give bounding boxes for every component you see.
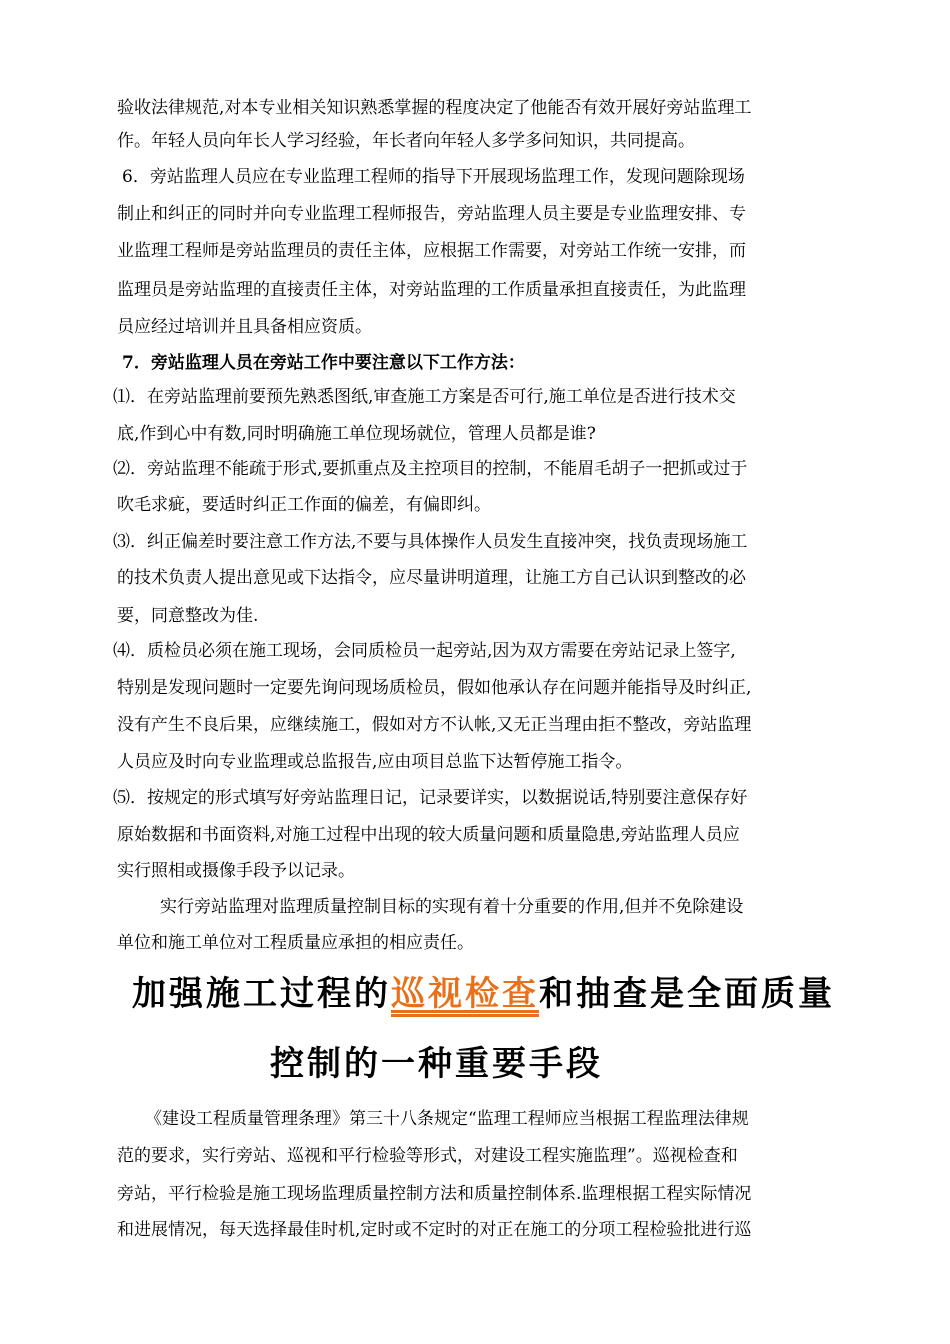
list-item-line: 实行照相或摄像手段予以记录。	[117, 861, 355, 881]
paragraph-line: 作。年轻人员向年长人学习经验，年长者向年轻人多学多问知识，共同提高。	[117, 131, 695, 151]
list-item-line: 原始数据和书面资料,对施工过程中出现的较大质量问题和质量隐患,旁站监理人员应	[117, 825, 740, 845]
heading-highlight: 巡视检查	[391, 974, 539, 1014]
list-item-line: ⑸．按规定的形式填写好旁站监理日记，记录要详实，以数据说话,特别要注意保存好	[113, 788, 748, 808]
list-item-line: 人员应及时向专业监理或总监报告,应由项目总监下达暂停施工指令。	[117, 752, 633, 772]
paragraph-line: 《建设工程质量管理条理》第三十八条规定“监理工程师应当根据工程监理法律规	[145, 1109, 749, 1129]
paragraph-line: 范的要求，实行旁站、巡视和平行检验等形式，对建设工程实施监理”。巡视检查和	[117, 1146, 738, 1166]
paragraph-line: 单位和施工单位对工程质量应承担的相应责任。	[117, 933, 474, 953]
paragraph-line: 制止和纠正的同时并向专业监理工程师报告，旁站监理人员主要是专业监理安排、专	[117, 204, 746, 224]
paragraph-line: 旁站，平行检验是施工现场监理质量控制方法和质量控制体系.监理根据工程实际情况	[117, 1184, 752, 1204]
main-heading-line1	[132, 972, 835, 1016]
heading-text: 加强施工过程的	[132, 974, 391, 1014]
paragraph-line: 和进展情况，每天选择最佳时机,定时或不定时的对正在施工的分项工程检验批进行巡	[117, 1220, 752, 1240]
paragraph-line: 监理员是旁站监理的直接责任主体，对旁站监理的工作质量承担直接责任，为此监理	[117, 280, 746, 300]
list-item-line: 要，同意整改为佳.	[117, 606, 259, 626]
heading-text: 和抽查是全面质量	[539, 974, 835, 1014]
list-item-line: 特别是发现问题时一定要先询问现场质检员，假如他承认存在问题并能指导及时纠正,	[117, 678, 752, 698]
list-item-line: 底,作到心中有数,同时明确施工单位现场就位，管理人员都是谁?	[117, 424, 596, 444]
list-item-line: 的技术负责人提出意见或下达指令，应尽量讲明道理，让施工方自己认识到整改的必	[117, 568, 746, 588]
list-item-line: 没有产生不良后果，应继续施工，假如对方不认帐,又无正当理由拒不整改，旁站监理	[117, 715, 752, 735]
paragraph-line: 业监理工程师是旁站监理员的责任主体，应根据工作需要，对旁站工作统一安排，而	[117, 241, 746, 261]
paragraph-line: 员应经过培训并且具备相应资质。	[117, 317, 372, 337]
list-item-line: ⑶．纠正偏差时要注意工作方法,不要与具体操作人员发生直接冲突，找负责现场施工	[113, 532, 748, 552]
main-heading-line2: 控制的一种重要手段	[270, 1044, 603, 1084]
section-heading: 7．旁站监理人员在旁站工作中要注意以下工作方法：	[122, 353, 525, 373]
paragraph-line: 6．旁站监理人员应在专业监理工程师的指导下开展现场监理工作，发现问题除现场	[122, 167, 745, 187]
list-item-line: ⑷．质检员必须在施工现场，会同质检员一起旁站,因为双方需要在旁站记录上签字,	[113, 641, 736, 661]
list-item-line: 吹毛求疵，要适时纠正工作面的偏差，有偏即纠。	[117, 495, 491, 515]
list-item-line: ⑴．在旁站监理前要预先熟悉图纸,审查施工方案是否可行,施工单位是否进行技术交	[113, 387, 736, 407]
list-item-line: ⑵．旁站监理不能疏于形式,要抓重点及主控项目的控制，不能眉毛胡子一把抓或过于	[113, 459, 748, 479]
paragraph-line: 实行旁站监理对监理质量控制目标的实现有着十分重要的作用,但并不免除建设	[160, 897, 744, 917]
paragraph-line: 验收法律规范,对本专业相关知识熟悉掌握的程度决定了他能否有效开展好旁站监理工	[117, 98, 752, 118]
